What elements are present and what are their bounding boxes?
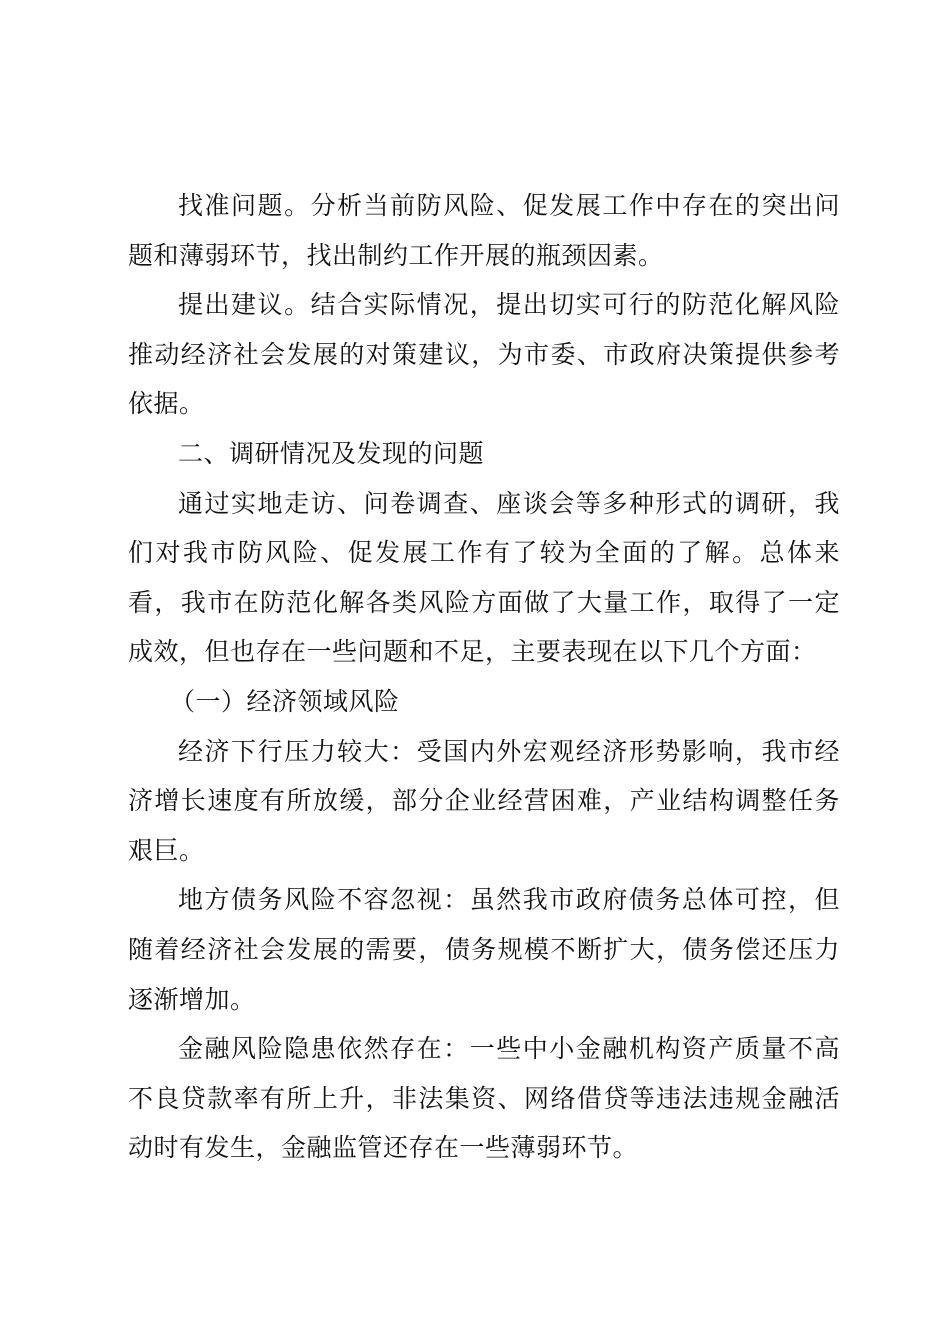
- document-body: [128, 181, 840, 1173]
- paragraph-local-debt-risk: 地方债务风险不容忽视：虽然我市政府债务总体可控，但随着经济社会发展的需要，债务规模不断扩大，债务偿还压力逐渐增加。: [128, 885, 840, 1014]
- paragraph-identify-problems: 找准问题。分析当前防风险、促发展工作中存在的突出问题和薄弱环节，找出制约工作开展的瓶颈因素。: [128, 191, 840, 270]
- subsection-heading-economic-risk: （一）经济领域风险: [170, 686, 400, 716]
- paragraph-propose-suggestions: 提出建议。结合实际情况，提出切实可行的防范化解风险推动经济社会发展的对策建议，为市委、市政府决策提供参考依据。: [128, 290, 840, 419]
- paragraph-economic-downturn: 经济下行压力较大：受国内外宏观经济形势影响，我市经济增长速度有所放缓，部分企业经营困难，产业结构调整任务艰巨。: [128, 736, 840, 865]
- section-heading-research-findings: 二、调研情况及发现的问题: [178, 438, 485, 468]
- paragraph-financial-risk: 金融风险隐患依然存在：一些中小金融机构资产质量不高不良贷款率有所上升，非法集资、网络借贷等违法违规金融活动时有发生，金融监管还存在一些薄弱环节。: [128, 1034, 840, 1163]
- paragraph-research-overview: 通过实地走访、问卷调查、座谈会等多种形式的调研，我们对我市防风险、促发展工作有了较为全面的了解。总体来看，我市在防范化解各类风险方面做了大量工作，取得了一定成效，但也存在一些问题和不足，主要表现在以下几个方面：: [128, 488, 840, 667]
